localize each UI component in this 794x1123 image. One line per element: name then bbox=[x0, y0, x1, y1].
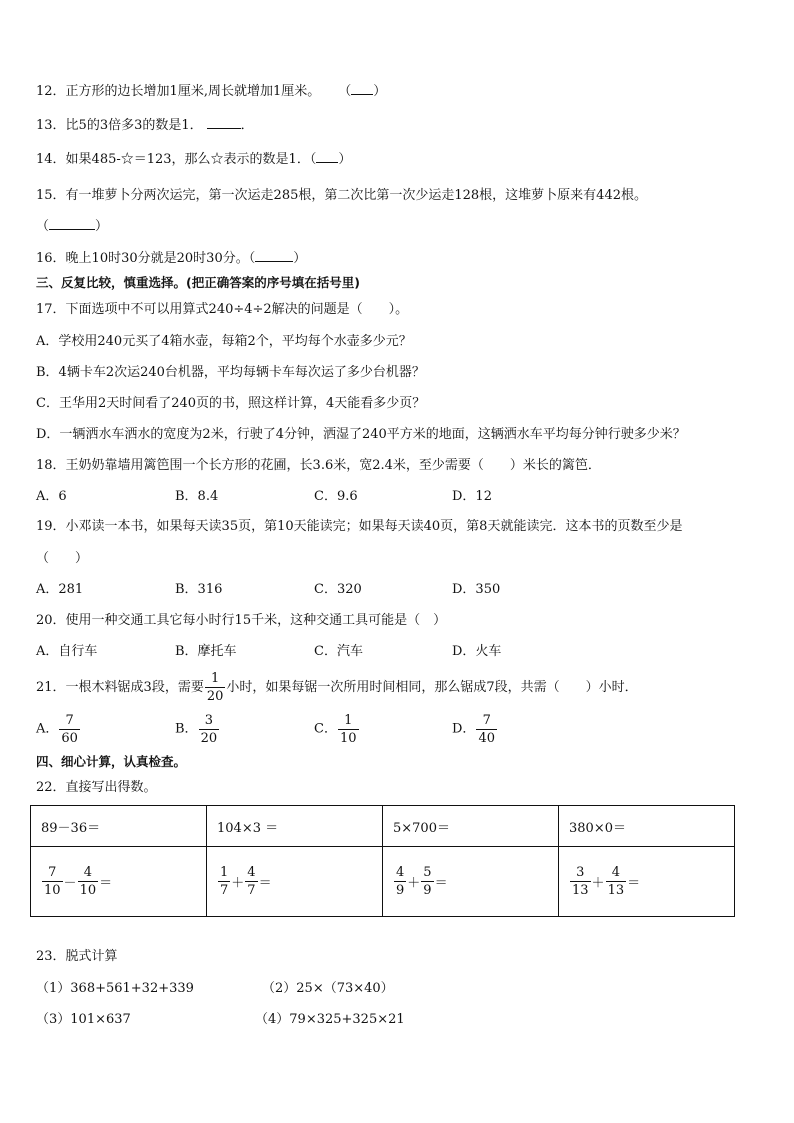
option-c[interactable]: C．王华用2天时间看了240页的书，照这样计算，4天能看多少页？ bbox=[36, 396, 426, 411]
question-12-text: 12．正方形的边长增加1厘米,周长就增加1厘米。 bbox=[36, 84, 321, 99]
calc-cell[interactable]: $\frac{3}{13}$ ＋ $\frac{4}{13}$ ＝ bbox=[559, 847, 735, 917]
option-b[interactable]: B．摩托车 bbox=[175, 644, 237, 659]
answer-blank[interactable] bbox=[255, 249, 293, 262]
option-c[interactable]: C．9.6 bbox=[314, 489, 358, 504]
fraction: $\frac{7}{60}$ bbox=[61, 713, 78, 746]
question-17-stem: 17．下面选项中不可以用算式240÷4÷2解决的问题是（ ）。 bbox=[36, 302, 409, 317]
calc-cell[interactable]: $\frac{1}{7}$ ＋ $\frac{4}{7}$ ＝ bbox=[207, 847, 383, 917]
question-13: 13．比5的3倍多3的数是1． ． bbox=[36, 118, 254, 133]
option-d[interactable]: D．12 bbox=[452, 489, 492, 504]
calc-cell[interactable]: $\frac{7}{10}$ － $\frac{4}{10}$ ＝ bbox=[31, 847, 207, 917]
calc-cell[interactable]: 380×0＝ bbox=[559, 806, 735, 847]
question-15 bbox=[36, 187, 647, 205]
calc-item: （2）25×（73×40） bbox=[262, 981, 394, 996]
option-c[interactable]: C． $\frac{1}{10}$ bbox=[314, 713, 357, 746]
calc-item: （1）368+561+32+339 bbox=[36, 981, 194, 996]
option-c[interactable]: C．320 bbox=[314, 582, 362, 597]
calc-item: （4）79×325+325×21 bbox=[255, 1012, 405, 1027]
question-12: 12．正方形的边长增加1厘米,周长就增加1厘米。 （ ） bbox=[36, 84, 387, 99]
question-13-text: 13．比5的3倍多3的数是1． bbox=[36, 118, 203, 133]
question-14: 14．如果485-☆＝123，那么☆表示的数是1．（ ） bbox=[36, 152, 352, 167]
answer-blank[interactable] bbox=[351, 82, 373, 95]
option-a[interactable]: A．281 bbox=[36, 582, 84, 597]
option-d[interactable]: D．350 bbox=[452, 582, 501, 597]
question-16: 16．晚上10时30分就是20时30分。（ ） bbox=[36, 251, 307, 266]
answer-blank[interactable] bbox=[316, 150, 338, 163]
option-a[interactable]: A．学校用240元买了4箱水壶，每箱2个，平均每个水壶多少元？ bbox=[36, 334, 412, 349]
fraction: $\frac{1}{10}$ bbox=[339, 713, 357, 746]
calc-cell[interactable]: 5×700＝ bbox=[383, 806, 559, 847]
option-b[interactable]: B．316 bbox=[175, 582, 223, 597]
option-a[interactable]: A． $\frac{7}{60}$ bbox=[36, 713, 78, 746]
fraction: $\frac{1}{20}$ bbox=[206, 671, 224, 704]
option-b[interactable]: B． $\frac{3}{20}$ bbox=[175, 713, 218, 746]
question-19-stem: 19．小邓读一本书，如果每天读35页，第10天能读完；如果每天读40页，第8天就能读完．这本书的页数至少是 bbox=[36, 519, 683, 534]
question-21-stem: 21．一根木料锯成3段，需要 $\frac{1}{20}$ 小时，如果每锯一次所用时间相同，那么锯成7段，共需（ ）小时． bbox=[36, 671, 638, 704]
section-4-heading: 四、细心计算，认真检查。 bbox=[36, 754, 187, 769]
question-23-stem: 23．脱式计算 bbox=[36, 949, 118, 964]
answer-blank[interactable] bbox=[207, 116, 241, 129]
calc-cell[interactable]: 89－36＝ bbox=[31, 806, 207, 847]
option-c[interactable]: C．汽车 bbox=[314, 644, 363, 659]
option-a[interactable]: A．自行车 bbox=[36, 644, 98, 659]
calc-cell[interactable]: $\frac{4}{9}$ ＋ $\frac{5}{9}$ ＝ bbox=[383, 847, 559, 917]
question-18-stem: 18．王奶奶靠墙用篱笆围一个长方形的花圃，长3.6米，宽2.4米，至少需要（ ）米长的篱笆． bbox=[36, 458, 601, 473]
question-16-text: 16．晚上10时30分就是20时30分。（ bbox=[36, 251, 256, 266]
fraction: $\frac{3}{20}$ bbox=[200, 713, 218, 746]
option-b[interactable]: B．8.4 bbox=[175, 489, 219, 504]
question-20-stem: 20．使用一种交通工具它每小时行15千米，这种交通工具可能是（ ） bbox=[36, 613, 447, 628]
question-15-text: 15．有一堆萝卜分两次运完，第一次运走285根，第二次比第一次少运走128根，这堆萝卜原来有442根。 bbox=[36, 188, 647, 203]
option-a[interactable]: A．6 bbox=[36, 489, 67, 504]
calculation-table bbox=[30, 805, 735, 917]
fraction: $\frac{7}{40}$ bbox=[478, 713, 495, 746]
section-3-heading: 三、反复比较，慎重选择。(把正确答案的序号填在括号里) bbox=[36, 275, 360, 290]
question-22-stem: 22．直接写出得数。 bbox=[36, 780, 157, 795]
option-b[interactable]: B．4辆卡车2次运240台机器，平均每辆卡车每次运了多少台机器？ bbox=[36, 365, 425, 380]
option-d[interactable]: D． $\frac{7}{40}$ bbox=[452, 713, 495, 746]
question-14-text: 14．如果485-☆＝123，那么☆表示的数是1．（ bbox=[36, 152, 317, 167]
question-15-answer: （ ） bbox=[36, 219, 109, 234]
answer-blank[interactable] bbox=[49, 217, 95, 230]
option-d[interactable]: D．一辆洒水车洒水的宽度为2米，行驶了4分钟，洒湿了240平方米的地面，这辆洒水车平均每分钟行驶多少米？ bbox=[36, 427, 686, 442]
question-19-paren: （ ） bbox=[36, 551, 89, 566]
calc-cell[interactable]: 104×3 ＝ bbox=[207, 806, 383, 847]
option-d[interactable]: D．火车 bbox=[452, 644, 502, 659]
calc-item: （3）101×637 bbox=[36, 1012, 131, 1027]
